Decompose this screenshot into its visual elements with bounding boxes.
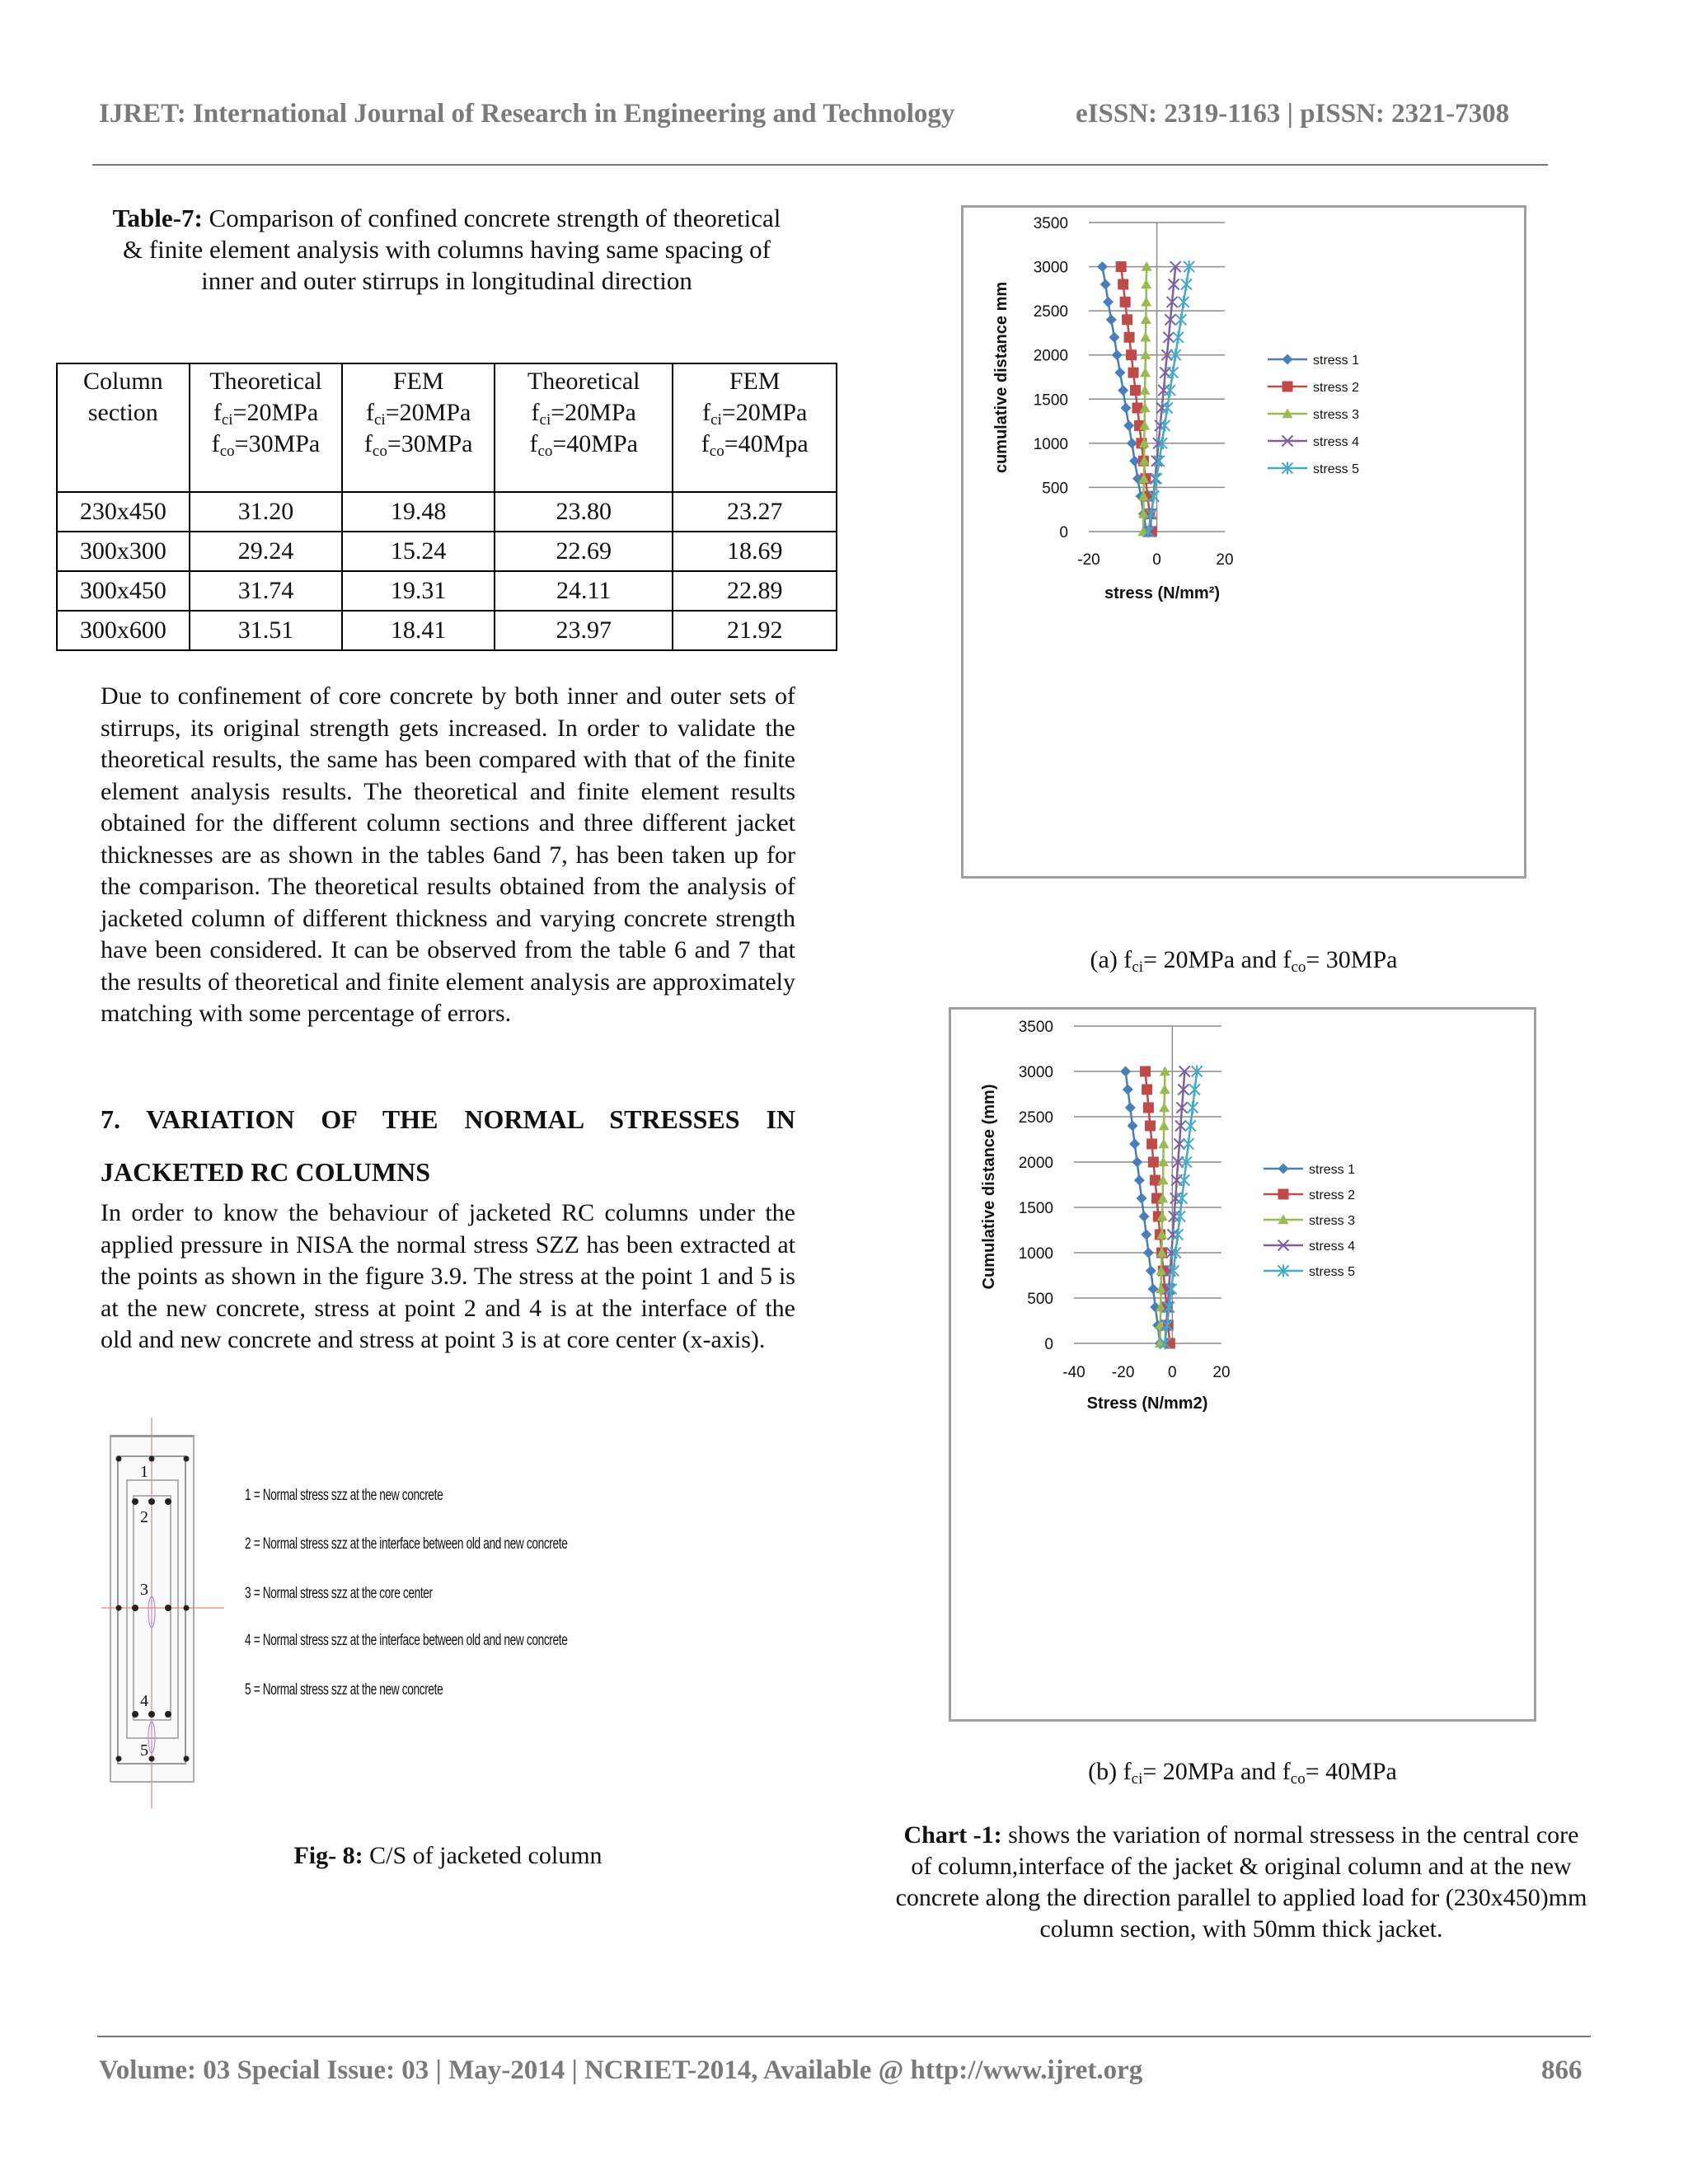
table-cell: 23.27 — [673, 492, 837, 532]
table-cell: 18.41 — [342, 611, 495, 650]
symbol: f — [366, 399, 374, 426]
data-point-marker — [1128, 1121, 1138, 1132]
data-point-marker — [1142, 1085, 1152, 1095]
table-row — [57, 532, 837, 571]
point-number-2: 2 — [140, 1508, 148, 1526]
data-point-marker — [1125, 1103, 1136, 1113]
data-point-marker — [1126, 349, 1137, 360]
data-point-marker — [1175, 1211, 1185, 1223]
y-tick-label: 1500 — [1033, 391, 1068, 410]
y-tick-label: 0 — [1059, 524, 1068, 541]
data-point-marker — [1124, 332, 1135, 343]
data-point-marker — [1106, 314, 1117, 325]
data-point-marker — [1140, 1066, 1151, 1077]
column-title: Theoretical — [527, 368, 640, 395]
header-rule — [92, 164, 1548, 166]
data-point-marker — [1140, 385, 1151, 395]
data-point-marker — [1278, 1164, 1289, 1174]
data-point-marker — [1167, 367, 1178, 379]
chart-svg — [964, 208, 1524, 876]
data-point-marker — [1143, 1103, 1154, 1113]
data-point-marker — [1175, 313, 1186, 326]
column-header — [57, 363, 190, 492]
y-tick-label: 2500 — [1018, 1109, 1053, 1127]
data-point-marker — [1173, 331, 1184, 344]
subscript: ci — [221, 411, 233, 429]
symbol: f — [531, 399, 540, 426]
data-point-marker — [1278, 1189, 1289, 1200]
data-point-marker — [1123, 420, 1134, 431]
legend-item — [1264, 1163, 1355, 1177]
legend-label: stress 3 — [1313, 408, 1360, 422]
table-row — [57, 611, 837, 650]
data-point-marker — [1176, 1193, 1187, 1205]
data-point-marker — [1137, 1193, 1147, 1204]
x-tick-label: 20 — [1216, 551, 1234, 569]
y-tick-label: 500 — [1042, 480, 1068, 498]
footer-rule — [97, 2036, 1591, 2037]
y-tick-label: 3000 — [1018, 1064, 1053, 1081]
value: =30MPa — [234, 430, 321, 457]
data-point-marker — [1128, 368, 1139, 378]
chart-1-caption-label: Chart -1: — [903, 1821, 1002, 1849]
value: =20MPa — [385, 399, 471, 426]
data-point-marker — [1160, 1085, 1170, 1094]
data-point-marker — [1114, 368, 1125, 378]
caption-sub: co — [1291, 958, 1306, 976]
symbol: f — [702, 399, 711, 426]
point-number-4: 4 — [140, 1692, 148, 1710]
value: =20MPa — [721, 399, 808, 426]
figure-caption-text: C/S of jacketed column — [363, 1842, 603, 1869]
legend-label: stress 5 — [1313, 462, 1360, 476]
legend-item — [1268, 381, 1359, 395]
data-point-marker — [1162, 402, 1173, 415]
subscript: co — [537, 443, 553, 460]
chart-1-caption-text: shows the variation of normal stressess in the central core of column,interface of the jacket & original column and at the new concrete along the direction parallel to applied load for (230x450)mm column section, with 50mm thick jacket. — [895, 1821, 1587, 1943]
table-cell: 21.92 — [673, 611, 837, 650]
subscript: co — [372, 443, 387, 460]
x-tick-label: -40 — [1062, 1364, 1085, 1381]
table-row — [57, 571, 837, 611]
data-point-marker — [1130, 385, 1141, 396]
value: =30MPa — [387, 430, 473, 457]
figure-caption-label: Fig- 8: — [293, 1842, 363, 1869]
legend-item — [1264, 1188, 1355, 1202]
table-cell: 22.69 — [495, 532, 673, 571]
y-axis-title: cumulative distance mm — [992, 281, 1010, 474]
subscript: co — [709, 443, 724, 460]
data-point-marker — [1140, 368, 1151, 377]
x-tick-label: -20 — [1111, 1364, 1135, 1381]
column-cross-section-diagram — [99, 1418, 346, 1813]
legend-item — [1268, 435, 1359, 449]
y-tick-label: 2500 — [1033, 303, 1068, 321]
legend-item — [1264, 1265, 1355, 1280]
legend-item — [1268, 408, 1359, 422]
data-point-marker — [1129, 1139, 1140, 1150]
point-number-3: 3 — [140, 1581, 148, 1599]
data-point-marker — [1179, 1174, 1189, 1187]
table-cell: 15.24 — [342, 532, 495, 571]
legend-label: stress 4 — [1309, 1240, 1356, 1254]
data-point-marker — [1188, 1102, 1198, 1114]
table-cell: 18.69 — [673, 532, 837, 571]
data-point-marker — [1141, 297, 1151, 307]
y-tick-label: 2000 — [1033, 347, 1068, 365]
page-number: 866 — [1541, 2055, 1582, 2085]
caption-text: = 20MPa and f — [1142, 1758, 1291, 1785]
journal-title: IJRET: International Journal of Research in Engineering and Technology — [99, 99, 955, 129]
x-tick-label: 0 — [1168, 1364, 1177, 1381]
caption-text: (a) f — [1090, 946, 1132, 973]
legend-item — [1268, 354, 1359, 368]
table-cell: 31.51 — [190, 611, 343, 650]
data-point-marker — [1120, 403, 1131, 414]
table-cell: 23.97 — [495, 611, 673, 650]
data-point-marker — [1140, 332, 1151, 342]
x-tick-label: 20 — [1212, 1364, 1231, 1381]
y-tick-label: 3000 — [1033, 259, 1068, 277]
data-point-marker — [1141, 1230, 1151, 1240]
chart-a-stress-30mpa — [961, 205, 1526, 879]
data-point-marker — [1122, 314, 1132, 325]
y-tick-label: 1500 — [1018, 1200, 1053, 1217]
data-point-marker — [1143, 1248, 1154, 1258]
symbol: f — [529, 430, 538, 457]
table-cell: 31.20 — [190, 492, 343, 532]
table-cell: 23.80 — [495, 492, 673, 532]
y-tick-label: 1000 — [1033, 435, 1068, 453]
data-point-marker — [1145, 1121, 1156, 1132]
subscript: co — [219, 443, 235, 460]
legend-label: stress 3 — [1309, 1214, 1356, 1228]
table-cell: 230x450 — [57, 492, 190, 532]
data-point-marker — [1120, 1066, 1131, 1077]
data-point-marker — [1159, 1103, 1170, 1113]
data-point-marker — [1139, 1212, 1150, 1222]
table-cell: 300x600 — [57, 611, 190, 650]
figure-caption — [101, 1840, 795, 1872]
comparison-table — [56, 363, 837, 651]
data-point-marker — [1116, 261, 1127, 272]
legend-label: stress 4 — [1313, 435, 1360, 449]
symbol: f — [701, 430, 710, 457]
data-point-marker — [1189, 1084, 1200, 1096]
subscript: ci — [374, 411, 386, 429]
table-cell: 19.48 — [342, 492, 495, 532]
table-cell: 300x450 — [57, 571, 190, 611]
data-point-marker — [1183, 1138, 1193, 1151]
table-cell: 22.89 — [673, 571, 837, 611]
caption-text: (b) f — [1088, 1758, 1132, 1785]
table-row — [57, 492, 837, 532]
table-caption-text: Comparison of confined concrete strength of theoretical & finite element analysis with columns having same spacing of inner and outer stirrups in longitudinal direction — [122, 204, 781, 295]
legend-label: stress 2 — [1313, 381, 1360, 395]
figure-legend-2: 2 = Normal stress szz at the interface between old and new concrete — [245, 1535, 568, 1553]
table-cell: 31.74 — [190, 571, 343, 611]
data-point-marker — [1154, 455, 1165, 467]
legend-item — [1264, 1214, 1355, 1228]
value: =20MPa — [232, 399, 319, 426]
chart-1-caption — [893, 1820, 1590, 1945]
column-title: FEM — [392, 368, 444, 395]
body-paragraph-1: Due to confinement of core concrete by both inner and outer sets of stirrups, its original strength gets increased. In order to validate the theoretical results, the same has been compared with that of the finite element analysis results. The theoretical and finite element results obtained for the different column sections and three different jacket thicknesses are as shown in the tables 6and 7, has been taken up for the comparison. The theoretical results obtained from the analysis of jacketed column of different thickness and varying concrete strength have been considered. It can be observed from the table 6 and 7 that the results of theoretical and finite element analysis are approximately matching with some percentage of errors. — [101, 682, 795, 1027]
data-point-marker — [1100, 279, 1111, 290]
data-point-marker — [1109, 332, 1119, 343]
chart-b-stress-40mpa — [949, 1007, 1536, 1722]
caption-sub: ci — [1132, 958, 1144, 976]
data-point-marker — [1127, 438, 1137, 448]
body-paragraph-2: In order to know the behaviour of jacketed RC columns under the applied pressure in NISA the normal stress SZZ has been extracted at the points as shown in the figure 3.9. The stress at the point 1 and 5 is at the new concrete, stress at point 2 and 4 is at the interface of the old and new concrete and stress at point 3 is at core center (x-axis). — [101, 1199, 795, 1353]
column-header — [673, 363, 837, 492]
legend-label: stress 1 — [1313, 354, 1360, 368]
data-point-marker — [1120, 297, 1131, 307]
data-point-marker — [1181, 279, 1192, 291]
caption-text: = 20MPa and f — [1143, 946, 1292, 973]
table-caption — [101, 203, 793, 297]
figure-jacketed-column — [99, 1418, 824, 1813]
y-axis-title: Cumulative distance (mm) — [980, 1084, 998, 1290]
legend-label: stress 2 — [1309, 1188, 1356, 1202]
symbol: f — [211, 430, 220, 457]
data-point-marker — [1151, 472, 1162, 485]
chart-svg — [951, 1010, 1534, 1719]
data-point-marker — [1165, 384, 1175, 396]
x-tick-label: -20 — [1077, 551, 1100, 569]
caption-sub: co — [1290, 1770, 1306, 1788]
column-header — [342, 363, 495, 492]
section-heading: 7. VARIATION OF THE NORMAL STRESSES IN — [101, 1104, 795, 1134]
table-cell: 300x300 — [57, 532, 190, 571]
data-point-marker — [1103, 297, 1114, 307]
data-point-marker — [1282, 354, 1293, 365]
table-header-row — [57, 363, 837, 492]
data-point-marker — [1282, 382, 1293, 392]
caption-text: = 40MPa — [1305, 1758, 1397, 1785]
column-title: Theoretical — [209, 368, 322, 395]
figure-legend-4: 4 = Normal stress szz at the interface between old and new concrete — [245, 1632, 568, 1649]
data-point-marker — [1148, 1157, 1159, 1168]
figure-legend-3: 3 = Normal stress szz at the core center — [245, 1585, 433, 1602]
data-point-marker — [1158, 1139, 1169, 1149]
issn-info: eISSN: 2319-1163 | pISSN: 2321-7308 — [1076, 99, 1510, 129]
data-point-marker — [1132, 1157, 1142, 1168]
y-tick-label: 0 — [1044, 1336, 1053, 1353]
chart-b-caption — [949, 1756, 1536, 1788]
value: =20MPa — [551, 399, 636, 426]
data-point-marker — [1159, 1121, 1170, 1131]
point-number-1: 1 — [140, 1463, 148, 1481]
y-tick-label: 3500 — [1018, 1019, 1053, 1036]
data-point-marker — [1146, 1139, 1157, 1150]
data-point-marker — [1172, 1229, 1183, 1241]
footer-text: Volume: 03 Special Issue: 03 | May-2014 | NCRIET-2014, Available @ http://www.ijret.org — [99, 2055, 1143, 2085]
symbol: f — [363, 430, 373, 457]
data-point-marker — [1118, 279, 1128, 290]
legend-item — [1268, 462, 1359, 477]
symbol: f — [213, 399, 222, 426]
data-point-marker — [1134, 1175, 1145, 1186]
data-point-marker — [1123, 1085, 1133, 1095]
y-tick-label: 3500 — [1033, 215, 1068, 232]
y-tick-label: 2000 — [1018, 1155, 1053, 1172]
value: =40Mpa — [724, 430, 809, 457]
data-point-marker — [1185, 1120, 1196, 1132]
table-caption-label: Table-7: — [112, 204, 203, 232]
data-point-marker — [1118, 385, 1128, 396]
caption-text: = 30MPa — [1306, 946, 1398, 973]
legend-label: stress 5 — [1309, 1265, 1356, 1279]
value: =40MPa — [552, 430, 638, 457]
x-axis-title: stress (N/mm²) — [1104, 584, 1221, 602]
subscript: ci — [539, 411, 551, 429]
table-cell: 24.11 — [495, 571, 673, 611]
point-number-5: 5 — [140, 1741, 148, 1760]
chart-a-caption — [961, 944, 1526, 976]
y-tick-label: 1000 — [1018, 1245, 1053, 1263]
column-header — [190, 363, 343, 492]
column-header — [495, 363, 673, 492]
data-point-marker — [1141, 279, 1151, 289]
subscript: ci — [710, 411, 722, 429]
figure-legend-5: 5 = Normal stress szz at the new concrete — [245, 1681, 443, 1699]
data-point-marker — [1097, 261, 1108, 272]
x-axis-title: Stress (N/mm2) — [1086, 1394, 1208, 1413]
section-heading-line2: JACKETED RC COLUMNS — [101, 1157, 431, 1187]
figure-legend-1: 1 = Normal stress szz at the new concrete — [245, 1487, 443, 1504]
legend-label: stress 1 — [1309, 1163, 1356, 1177]
data-point-marker — [1179, 296, 1189, 308]
data-point-marker — [1112, 349, 1123, 360]
table-cell: 19.31 — [342, 571, 495, 611]
table-cell: 29.24 — [190, 532, 343, 571]
data-point-marker — [1141, 314, 1151, 324]
column-title: FEM — [729, 368, 781, 395]
y-tick-label: 500 — [1027, 1291, 1053, 1308]
column-title: Column section — [82, 368, 163, 426]
caption-sub: ci — [1131, 1770, 1143, 1788]
legend-item — [1264, 1240, 1355, 1254]
x-tick-label: 0 — [1152, 551, 1161, 569]
data-point-marker — [1146, 1266, 1156, 1277]
